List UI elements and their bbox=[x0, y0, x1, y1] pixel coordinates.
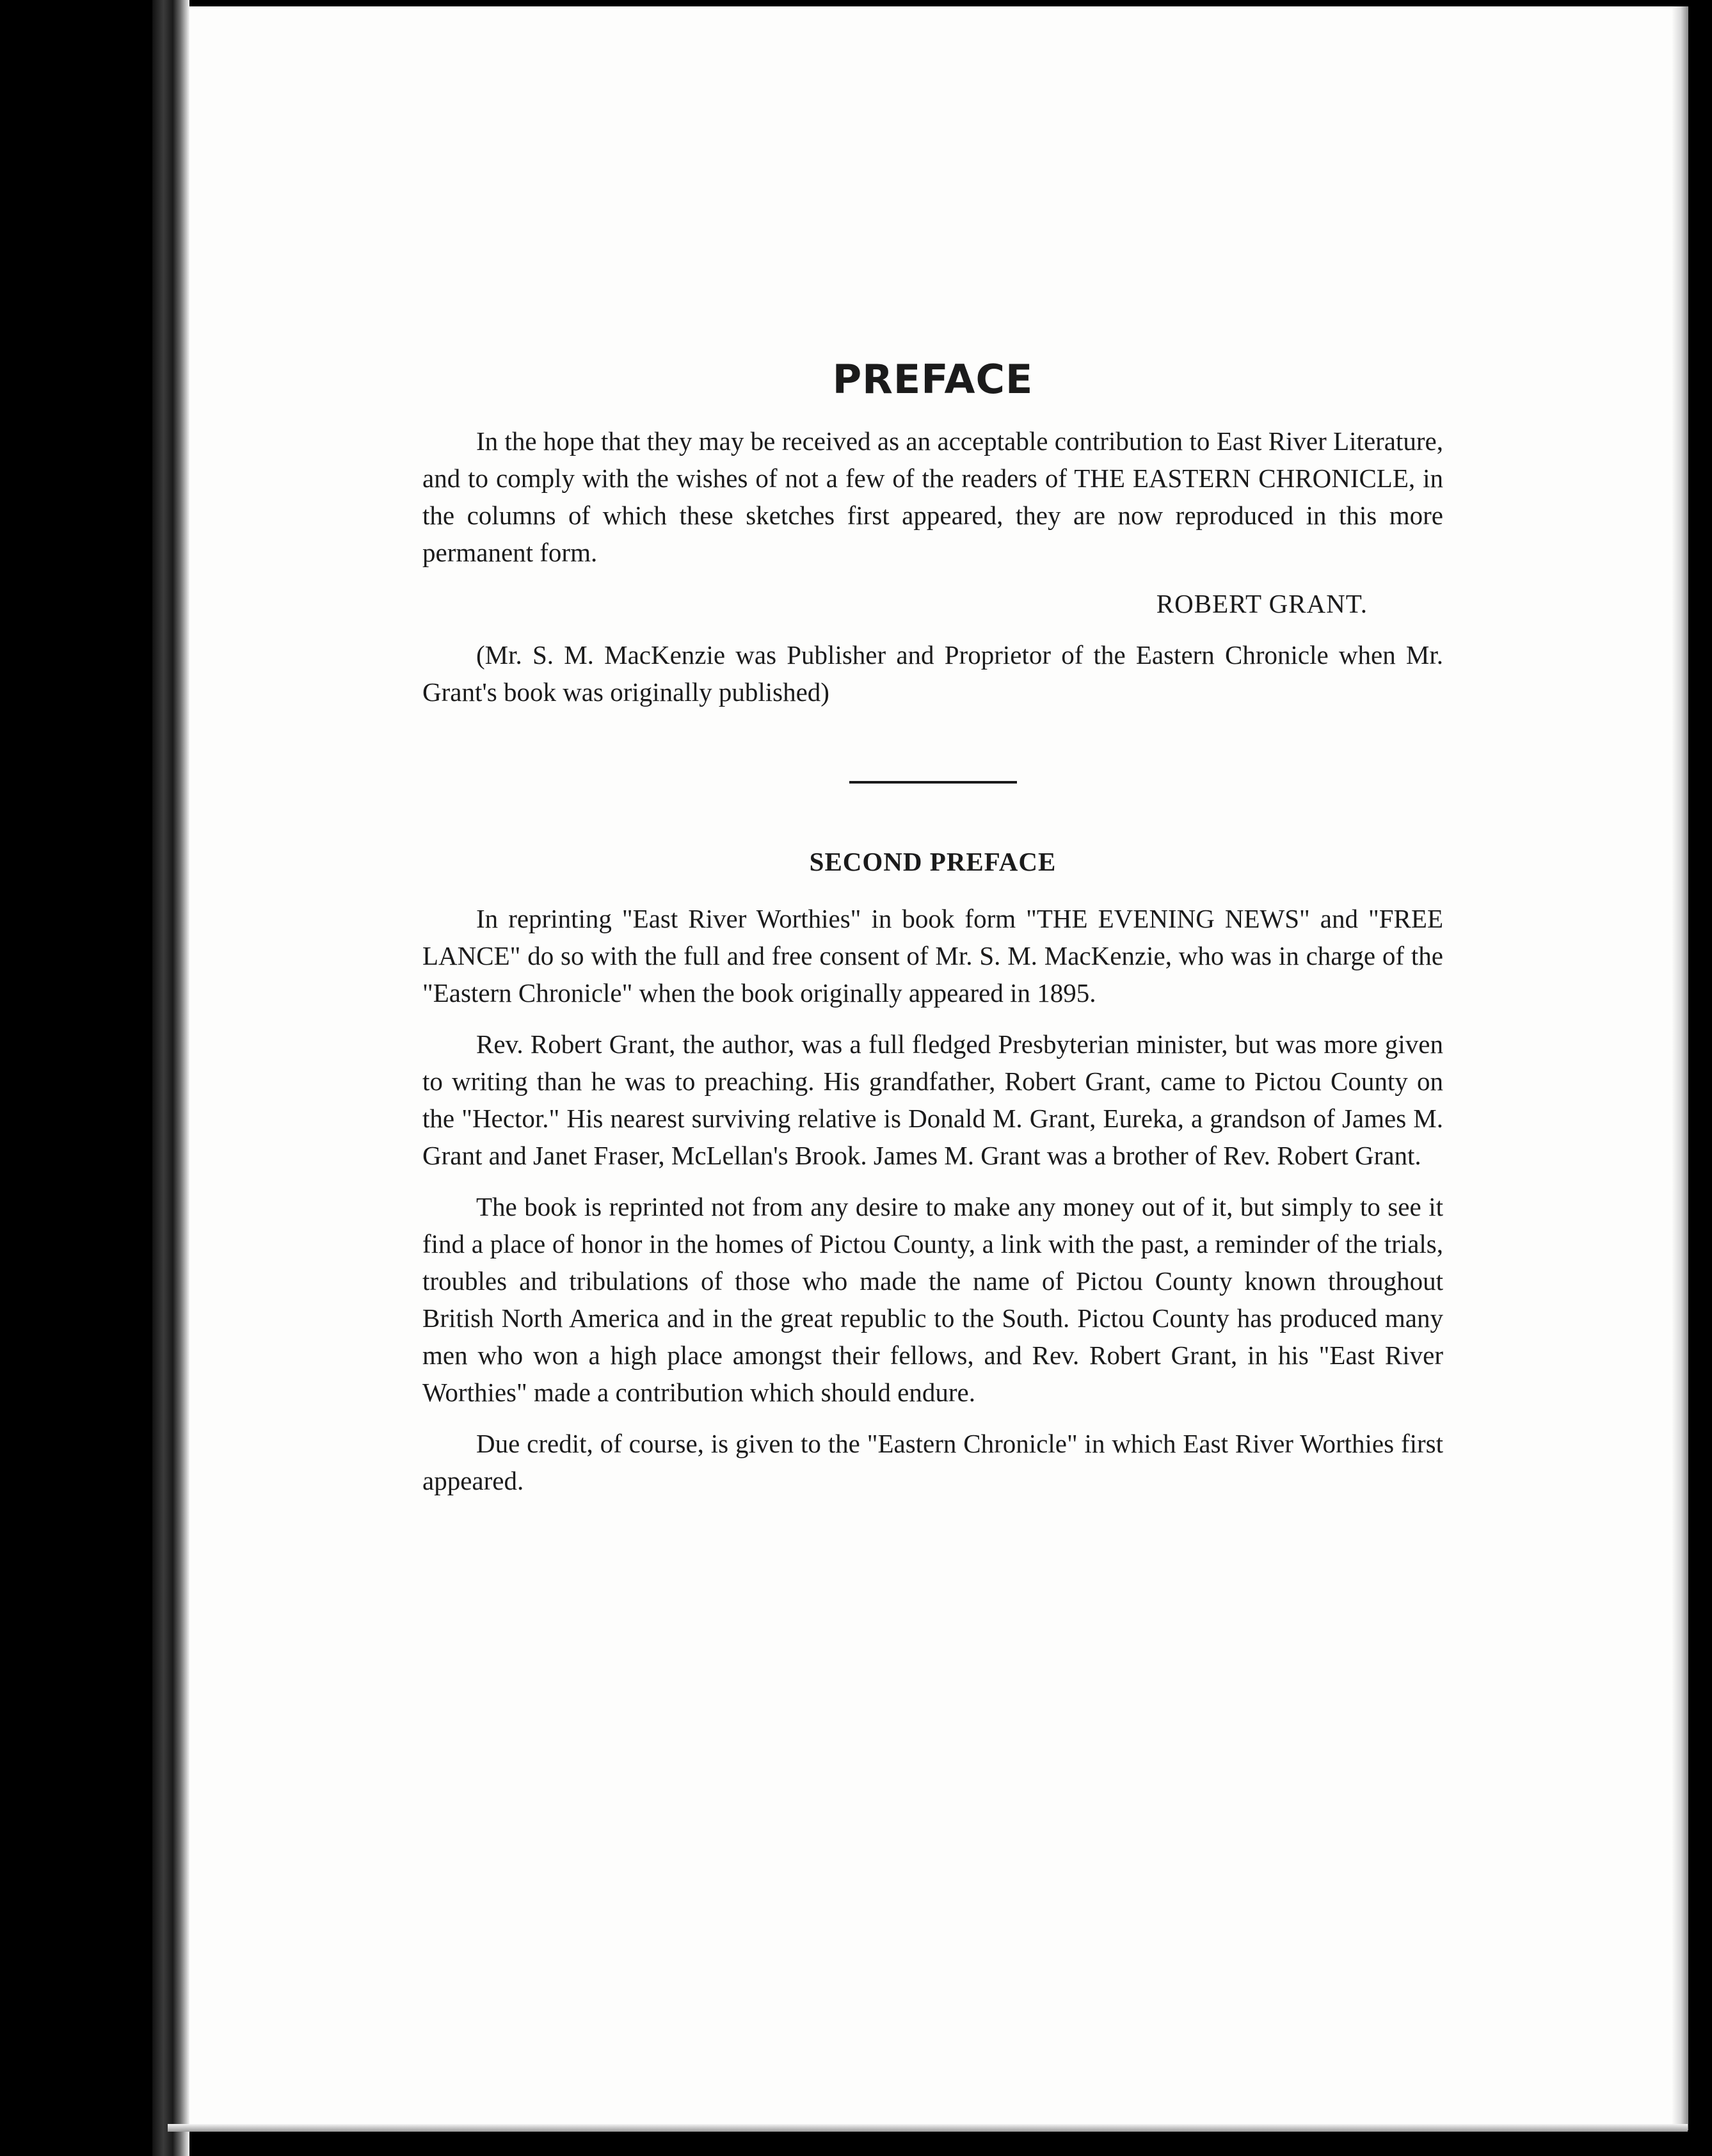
second-preface-body bbox=[422, 900, 1443, 1499]
second-preface-paragraph-1: In reprinting "East River Worthies" in book form "THE EVENING NEWS" and "FREE LANCE" do so with the full and free consent of Mr. S. M. MacKenzie, who was in charge of the "Eastern Chronicle" when the book originally appeared in 1895. bbox=[422, 903, 1443, 1008]
preface-title: PREFACE bbox=[832, 356, 1034, 403]
page-right-edge bbox=[1672, 6, 1688, 2130]
second-preface-paragraph-4: Due credit, of course, is given to the "Eastern Chronicle" in which East River Worthies first appeared. bbox=[422, 1428, 1443, 1495]
book-spine-shadow bbox=[152, 0, 189, 2156]
page-bottom-edge bbox=[168, 2124, 1688, 2132]
second-preface-paragraph-3: The book is reprinted not from any desire to make any money out of it, but simply to see it find a place of honor in the homes of Pictou County, a link with the past, a reminder of the trials, troubles and tribulations of those who made the name of Pictou County known throughout British North America and in the great republic to the South. Pictou County has produced many men who won a high place amongst their fellows, and Rev. Robert Grant, in his "East River Worthies" made a contribution which should endure. bbox=[422, 1191, 1443, 1407]
author-signature: ROBERT GRANT. bbox=[1156, 589, 1368, 619]
second-preface-paragraph-2: Rev. Robert Grant, the author, was a full fledged Presbyterian minister, but was more given to writing than he was to preaching. His grandfather, Robert Grant, came to Pictou County on the "Hector." His nearest surviving relative is Donald M. Grant, Eureka, a grandson of James M. Grant and Janet Fraser, McLellan's Brook. James M. Grant was a brother of Rev. Robert Grant. bbox=[422, 1029, 1443, 1170]
publisher-note: (Mr. S. M. MacKenzie was Publisher and Proprietor of the Eastern Chronicle when Mr. Grant's book was originally published) bbox=[422, 640, 1443, 707]
page-content bbox=[422, 333, 1443, 1513]
second-preface-title: SECOND PREFACE bbox=[809, 847, 1057, 877]
preface-paragraph: In the hope that they may be received as an acceptable contribution to East River Literature, and to comply with the wishes of not a few of the readers of THE EASTERN CHRONICLE, in the columns of which these sketches first appeared, they are now reproduced in this more permanent form. bbox=[422, 426, 1443, 568]
section-divider-rule bbox=[849, 781, 1017, 784]
